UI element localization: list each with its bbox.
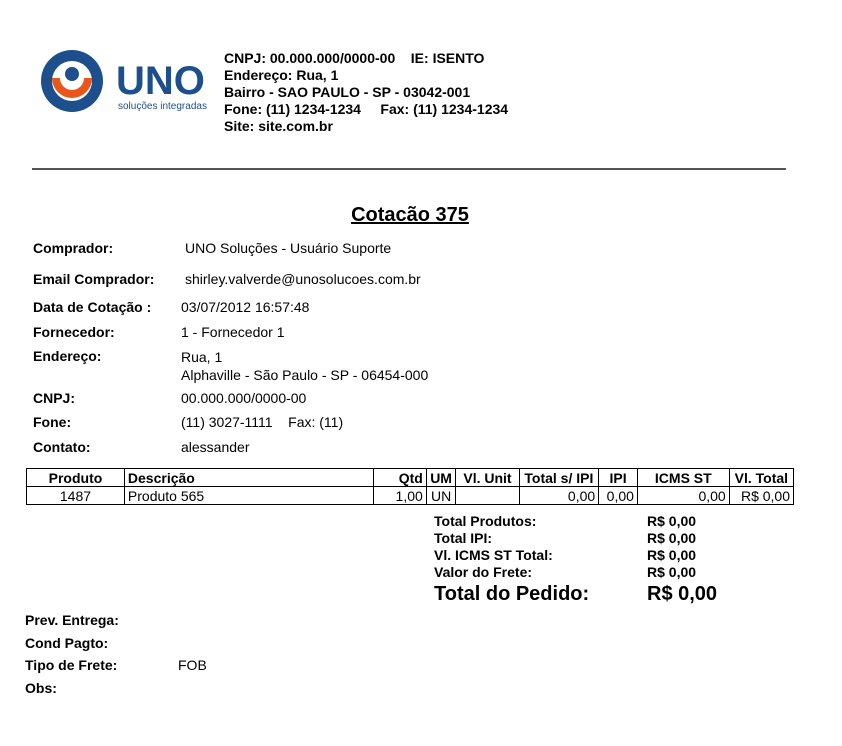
company-info (224, 50, 508, 135)
company-district: Bairro - SAO PAULO - SP - 03042-001 (224, 84, 471, 100)
cell-total-sem-ipi: 0,00 (519, 487, 599, 505)
cnpj-value: 00.000.000/0000-00 (181, 390, 307, 406)
col-header-vl-total: Vl. Total (729, 469, 793, 487)
total-produtos-label: Total Produtos: (434, 513, 537, 529)
cell-icms-st: 0,00 (637, 487, 729, 505)
cell-descricao: Produto 565 (124, 487, 373, 505)
logo-brand: UNO (116, 59, 205, 103)
col-header-produto: Produto (27, 469, 125, 487)
cond-pagto-label: Cond Pagto: (25, 635, 109, 651)
comprador-value: UNO Soluções - Usuário Suporte (185, 240, 392, 256)
col-header-qtd: Qtd (373, 469, 426, 487)
col-header-icms-st: ICMS ST (637, 469, 729, 487)
company-phone-fax: Fone: (11) 1234-1234 Fax: (11) 1234-1234 (224, 101, 509, 117)
uno-logo (38, 48, 220, 114)
company-address: Endereço: Rua, 1 (224, 67, 339, 83)
fornecedor-label: Fornecedor: (33, 324, 115, 340)
total-pedido-value: R$ 0,00 (647, 583, 718, 605)
total-pedido-label: Total do Pedido: (434, 583, 590, 605)
tipo-frete-label: Tipo de Frete: (25, 657, 118, 673)
total-icms-label: Vl. ICMS ST Total: (434, 547, 553, 563)
endereco-label: Endereço: (33, 348, 102, 364)
logo-tagline: soluções integradas (118, 101, 207, 112)
cell-qtd: 1,00 (373, 487, 426, 505)
header-divider (32, 168, 786, 170)
endereco-value-line2: Alphaville - São Paulo - SP - 06454-000 (181, 367, 429, 383)
fone-label: Fone: (33, 414, 72, 430)
valor-frete-value: R$ 0,00 (647, 564, 697, 580)
table-header-row (27, 469, 794, 487)
obs-label: Obs: (25, 680, 57, 696)
cell-ipi: 0,00 (599, 487, 638, 505)
page-title: Cotacão 375 (351, 204, 469, 226)
cell-vl-unit (456, 487, 519, 505)
cnpj-label: CNPJ: (33, 390, 76, 406)
company-site: Site: site.com.br (224, 118, 333, 134)
col-header-vl-unit: Vl. Unit (456, 469, 519, 487)
email-label: Email Comprador: (33, 271, 155, 287)
email-value: shirley.valverde@unosolucoes.com.br (185, 271, 421, 287)
endereco-value-line1: Rua, 1 (181, 349, 223, 365)
cell-produto: 1487 (27, 487, 125, 505)
items-table (26, 468, 794, 505)
col-header-total-sem-ipi: Total s/ IPI (519, 469, 599, 487)
tipo-frete-value: FOB (178, 657, 207, 673)
cell-vl-total: R$ 0,00 (729, 487, 793, 505)
table-row (27, 487, 794, 505)
valor-frete-label: Valor do Frete: (434, 564, 533, 580)
data-cotacao-value: 03/07/2012 16:57:48 (181, 299, 310, 315)
prev-entrega-label: Prev. Entrega: (25, 612, 119, 628)
col-header-um: UM (426, 469, 456, 487)
total-ipi-value: R$ 0,00 (647, 530, 697, 546)
fone-value: (11) 3027-1111 Fax: (11) (181, 414, 344, 430)
data-cotacao-label: Data de Cotação : (33, 299, 152, 315)
cell-um: UN (426, 487, 456, 505)
total-icms-value: R$ 0,00 (647, 547, 697, 563)
col-header-ipi: IPI (599, 469, 638, 487)
comprador-label: Comprador: (33, 240, 114, 256)
fornecedor-value: 1 - Fornecedor 1 (181, 324, 285, 340)
contato-label: Contato: (33, 439, 91, 455)
col-header-descricao: Descrição (124, 469, 373, 487)
contato-value: alessander (181, 439, 250, 455)
company-cnpj-ie: CNPJ: 00.000.000/0000-00 IE: ISENTO (224, 50, 485, 66)
total-ipi-label: Total IPI: (434, 530, 493, 546)
total-produtos-value: R$ 0,00 (647, 513, 697, 529)
